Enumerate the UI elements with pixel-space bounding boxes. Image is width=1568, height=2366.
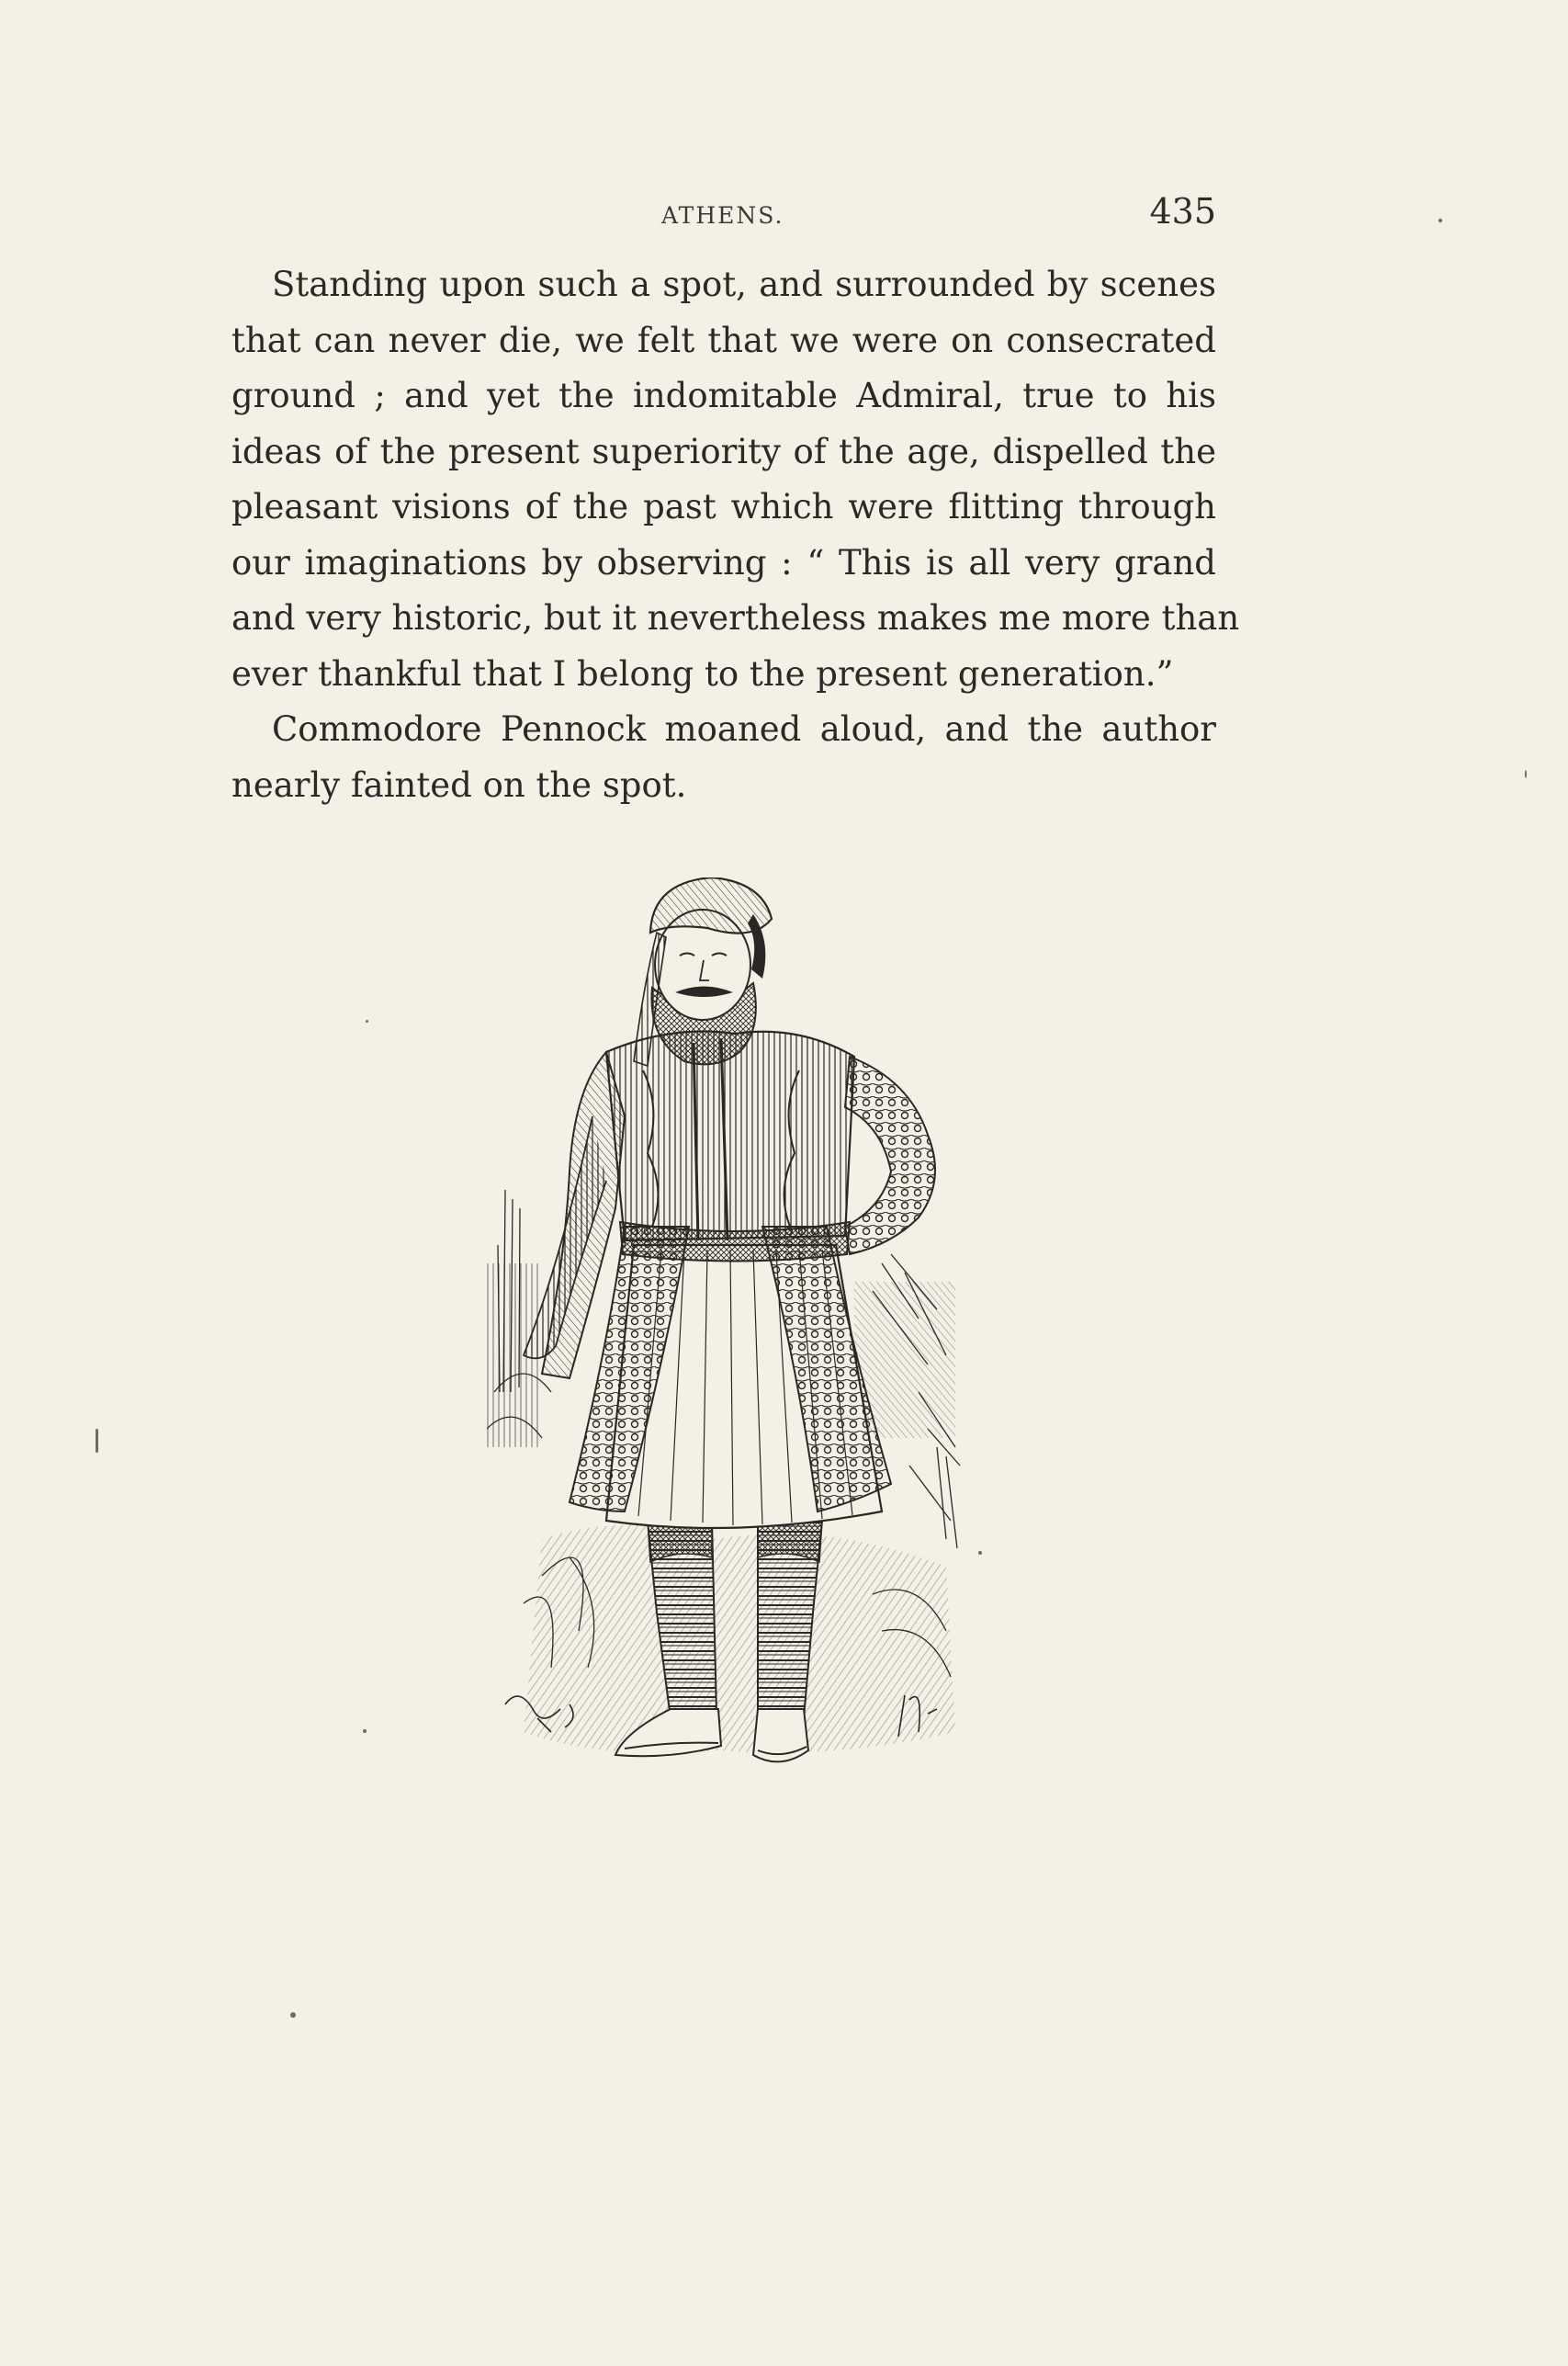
right-arm: [845, 1057, 935, 1254]
paragraph-2: [231, 702, 1216, 813]
paragraph-1: [231, 257, 1240, 702]
paper-speck: [363, 1729, 367, 1733]
paper-speck: [1438, 219, 1442, 222]
paper-speck: [290, 2012, 296, 2018]
text-line: and very historic, but it nevertheless makes me more than: [231, 598, 1240, 638]
greek-man-engraving: [487, 877, 964, 1815]
page-number: 435: [1149, 191, 1216, 232]
text-line: ground ; and yet the indomitable Admiral, true to his: [231, 376, 1216, 415]
text-line: Commodore Pennock moaned aloud, and the author: [272, 709, 1216, 749]
paper-speck: [1525, 770, 1527, 778]
ground-shadow: [524, 1525, 955, 1753]
text-line: that can never die, we felt that we were on consecrated: [231, 320, 1216, 360]
running-title: ATHENS.: [661, 202, 784, 229]
text-line: Standing upon such a spot, and surrounded by scenes: [272, 265, 1216, 304]
engraving-illustration: [487, 877, 964, 1815]
text-line: nearly fainted on the spot.: [231, 764, 687, 805]
body-text: [231, 257, 1240, 813]
text-line: pleasant visions of the past which were flitting through: [231, 487, 1216, 526]
text-line: our imaginations by observing : “ This is all very grand: [231, 542, 1216, 583]
running-head: [231, 191, 1216, 237]
paper-speck: [366, 1020, 368, 1023]
text-line: ideas of the present superiority of the age, dispelled the: [231, 431, 1216, 471]
paper-speck: [978, 1551, 982, 1555]
text-line: ever thankful that I belong to the present generation.”: [231, 653, 1174, 694]
paper-speck: [96, 1429, 98, 1453]
